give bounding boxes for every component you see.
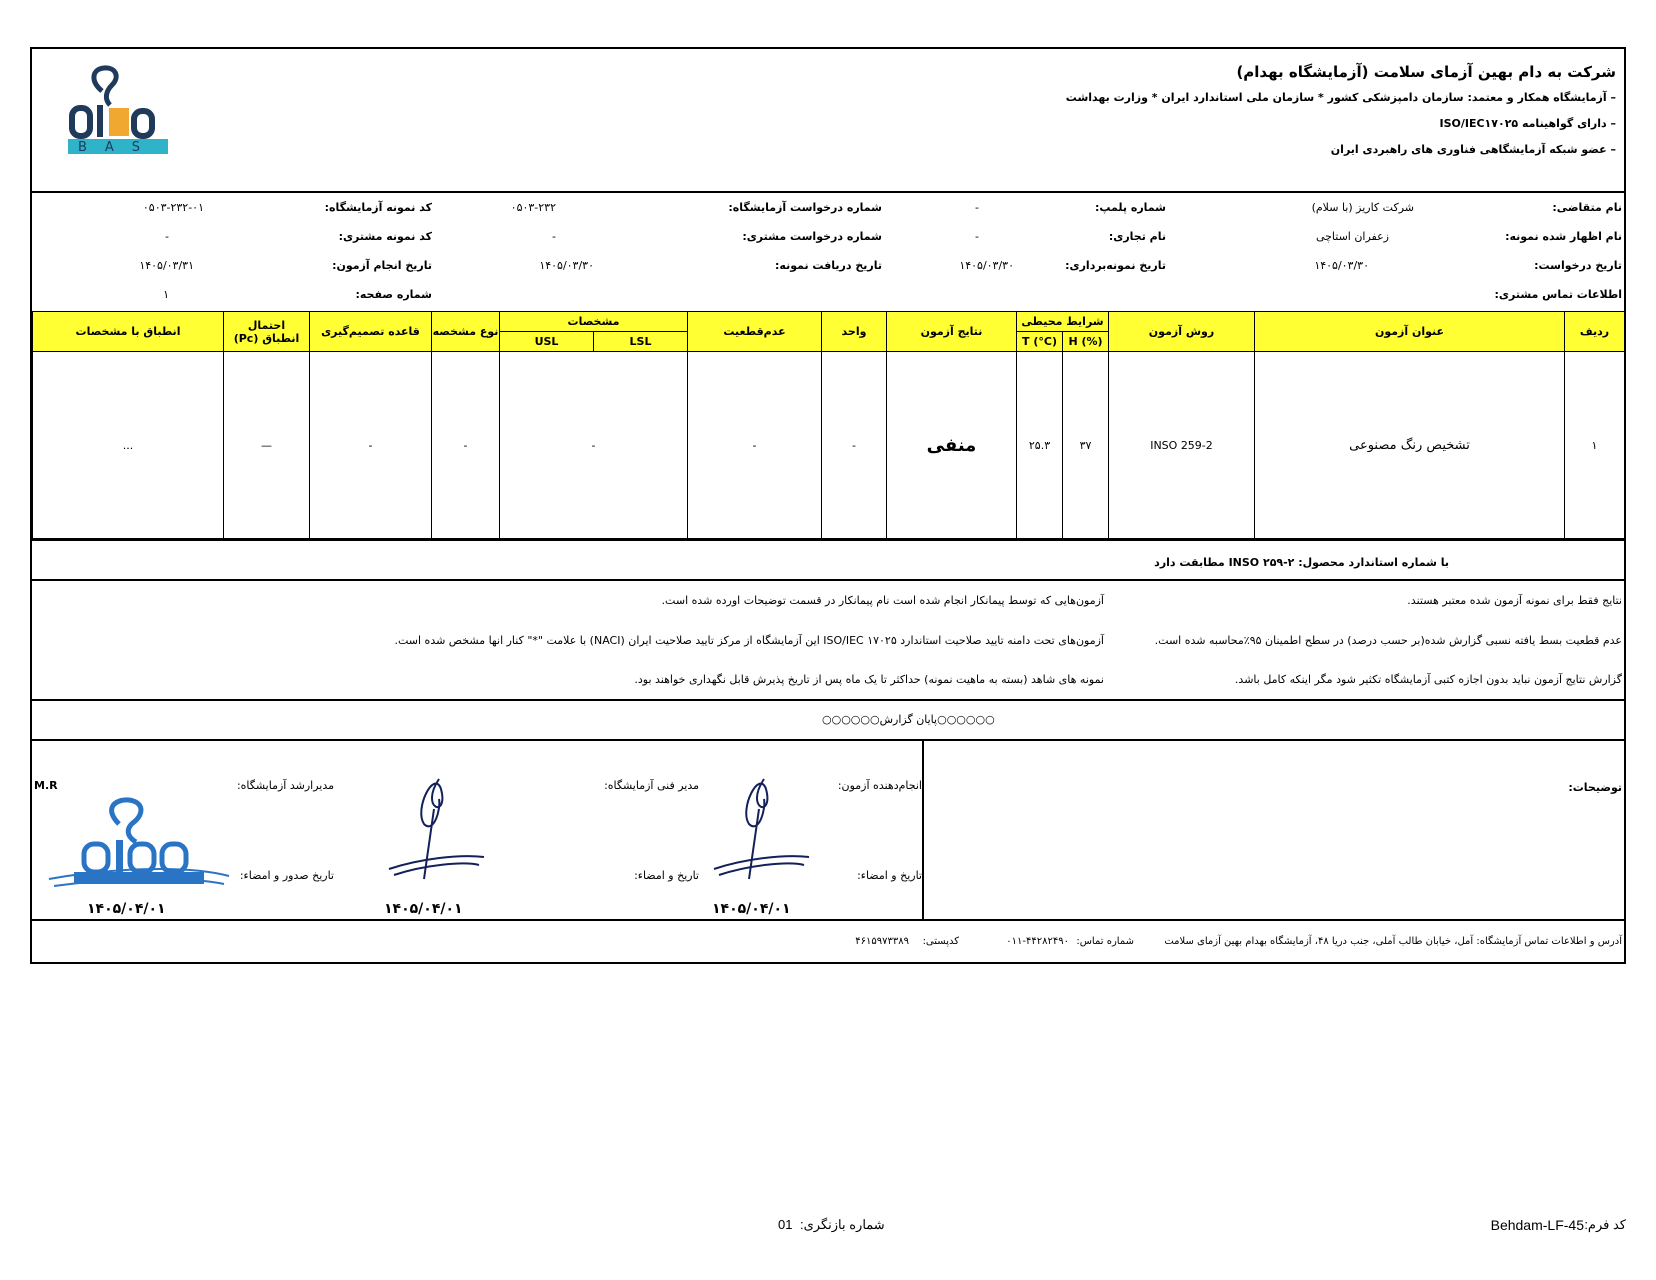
cell-decision-rule: - — [310, 352, 432, 539]
report-page — [30, 47, 1626, 964]
phone-label: شماره تماس: — [1076, 936, 1134, 947]
col-method: روش آزمون — [1109, 312, 1255, 352]
col-spec: مشخصات — [500, 312, 688, 332]
note-left-3: نمونه های شاهد (بسته به ماهیت نمونه) حداکثر تا یک ماه پس از تاریخ پذیرش قابل نگهداری خواهند بود. — [634, 673, 1104, 686]
cell-spec-type: - — [432, 352, 500, 539]
cell-result: منفی — [887, 352, 1017, 539]
table-row — [33, 352, 1625, 539]
issue-date-label: تاریخ صدور و امضاء: — [239, 869, 334, 882]
receive-date-label: تاریخ دریافت نمونه: — [775, 259, 882, 272]
page-number-label: شماره صفحه: — [355, 288, 432, 301]
page-number-value: ۱ — [163, 288, 169, 301]
receive-date-value: ۱۴۰۵/۰۳/۳۰ — [539, 259, 594, 272]
test-date-value: ۱۴۰۵/۰۳/۳۱ — [139, 259, 194, 272]
customer-request-number-label: شماره درخواست مشتری: — [742, 230, 882, 243]
note-right-1: نتایج فقط برای نمونه آزمون شده معتبر هستند. — [1407, 594, 1622, 607]
form-code-value: Behdam-LF-45 — [1490, 1217, 1584, 1233]
lab-request-number-label: شماره درخواست آزمایشگاه: — [728, 201, 882, 214]
seal-number-label: شماره پلمپ: — [1094, 201, 1166, 214]
company-logo — [50, 63, 180, 158]
cell-method: INSO 259-2 — [1109, 352, 1255, 539]
header-line-2: – دارای گواهینامه ISO/IEC۱۷۰۲۵ — [1439, 117, 1616, 130]
col-uncertainty: عدم‌قطعیت — [688, 312, 822, 352]
tech-signature-date: ۱۴۰۵/۰۴/۰۱ — [384, 901, 463, 917]
cell-probability: — — [224, 352, 310, 539]
lab-request-number-value: ۰۵۰۳-۲۳۲ — [510, 201, 556, 214]
tech-manager-label: مدیر فنی آزمایشگاه: — [604, 779, 699, 792]
postal-code-value: ۴۶۱۵۹۷۳۳۸۹ — [855, 936, 909, 947]
customer-request-number-value: - — [552, 230, 556, 243]
col-probability: احتمال انطباق (Pc) — [224, 312, 310, 352]
col-temperature: T (°C) — [1017, 332, 1063, 352]
tech-manager-signature — [379, 769, 489, 889]
note-left-2: آزمون‌های تحت دامنه تایید صلاحیت استاندارد ISO/IEC ۱۷۰۲۵ این آزمایشگاه از مرکز تایید صلاحیت ایران (NACI) با علامت "*" کنار انها مشخص شده است. — [394, 634, 1104, 647]
company-title: شرکت به دام بهین آزمای سلامت (آزمایشگاه بهدام) — [1236, 63, 1616, 81]
logo-text: BAS — [77, 140, 159, 155]
lab-sample-code-value: ۰۵۰۳-۲۳۲-۰۱ — [142, 201, 204, 214]
col-env-conditions: شرایط محیطی — [1017, 312, 1109, 332]
revision-value: 01 — [778, 1217, 793, 1232]
test-date-label: تاریخ انجام آزمون: — [332, 259, 432, 272]
lab-stamp — [44, 794, 234, 894]
col-lsl: LSL — [594, 332, 688, 352]
tester-signature — [704, 769, 814, 889]
cell-test-title: تشخیص رنگ مصنوعی — [1255, 352, 1565, 539]
declared-name-label: نام اظهار شده نمونه: — [1505, 230, 1622, 243]
note-right-3: گزارش نتایج آزمون نباید بدون اجازه کتبی آزمایشگاه تکثیر شود مگر اینکه کامل باشد. — [1234, 673, 1622, 686]
mr-mark: M.R — [34, 779, 58, 792]
issue-signature-date: ۱۴۰۵/۰۴/۰۱ — [87, 901, 166, 917]
report-header — [916, 63, 1616, 169]
col-unit: واحد — [822, 312, 887, 352]
col-decision-rule: قاعده تصمیم‌گیری — [310, 312, 432, 352]
tester-label: انجام‌دهنده آزمون: — [837, 779, 922, 792]
tech-date-label: تاریخ و امضاء: — [634, 869, 699, 882]
brand-name-value: - — [975, 230, 979, 243]
customer-sample-code-value: - — [165, 230, 169, 243]
col-spec-type: نوع مشخصه — [432, 312, 500, 352]
cell-uncertainty: - — [688, 352, 822, 539]
end-of-report: ○○○○○○پایان گزارش○○○○○○ — [822, 713, 995, 726]
header-line-3: – عضو شبکه آزمایشگاهی فناوری های راهبردی ایران — [1330, 143, 1616, 156]
cell-spec: - — [500, 352, 688, 539]
sampling-date-label: تاریخ نمونه‌برداری: — [1065, 259, 1166, 272]
col-usl: USL — [500, 332, 594, 352]
col-conformity: انطباق با مشخصات — [33, 312, 224, 352]
results-table — [32, 311, 1625, 539]
senior-manager-label: مدیرارشد آزمایشگاه: — [236, 779, 334, 792]
phone-value: ۰۱۱-۴۴۲۸۲۴۹۰ — [1006, 936, 1069, 947]
request-date-label: تاریخ درخواست: — [1534, 259, 1622, 272]
col-result: نتایج آزمون — [887, 312, 1017, 352]
standard-conformity-note: با شماره استاندارد محصول: INSO ۲۵۹-۲ مطابقت دارد — [1154, 556, 1449, 569]
declared-name-value: زعفران استاچی — [1315, 230, 1389, 243]
cell-row: ۱ — [1565, 352, 1625, 539]
sampling-date-value: ۱۴۰۵/۰۳/۳۰ — [959, 259, 1014, 272]
note-right-2: عدم قطعیت بسط یافته نسبی گزارش شده(بر حسب درصد) در سطح اطمینان ۹۵٪محاسبه شده است. — [1154, 634, 1622, 647]
applicant-value: شرکت کاریز (با سلام) — [1311, 201, 1414, 214]
tester-signature-date: ۱۴۰۵/۰۴/۰۱ — [712, 901, 791, 917]
col-humidity: H (%) — [1063, 332, 1109, 352]
col-row: ردیف — [1565, 312, 1625, 352]
postal-code-label: کدپستی: — [922, 936, 959, 947]
tester-date-label: تاریخ و امضاء: — [857, 869, 922, 882]
cell-temperature: ۲۵.۳ — [1017, 352, 1063, 539]
cell-unit: - — [822, 352, 887, 539]
request-date-value: ۱۴۰۵/۰۳/۳۰ — [1314, 259, 1369, 272]
seal-number-value: - — [975, 201, 979, 214]
revision-label: شماره بازنگری: — [800, 1217, 885, 1232]
form-code-label: کد فرم: — [1584, 1217, 1626, 1232]
customer-sample-code-label: کد نمونه مشتری: — [338, 230, 432, 243]
note-left-1: آزمون‌هایی که توسط پیمانکار انجام شده است نام پیمانکار در قسمت توضیحات اورده شده است. — [661, 594, 1104, 607]
cell-conformity: ... — [33, 352, 224, 539]
brand-name-label: نام تجاری: — [1108, 230, 1166, 243]
applicant-label: نام متقاضی: — [1552, 201, 1622, 214]
lab-sample-code-label: کد نمونه آزمایشگاه: — [324, 201, 432, 214]
customer-contact-label: اطلاعات تماس مشتری: — [1494, 288, 1622, 301]
lab-address: آدرس و اطلاعات تماس آزمایشگاه: آمل، خیابان طالب آملی، جنب دریا ۴۸، آزمایشگاه بهدام بهین آزمای سلامت — [1164, 936, 1622, 947]
col-test-title: عنوان آزمون — [1255, 312, 1565, 352]
cell-humidity: ۳۷ — [1063, 352, 1109, 539]
header-line-1: – آزمایشگاه همکار و معتمد: سازمان دامپزشکی کشور * سازمان ملی استاندارد ایران * وزارت بهداشت — [1065, 91, 1616, 104]
remarks-label: توضیحات: — [1568, 781, 1622, 794]
